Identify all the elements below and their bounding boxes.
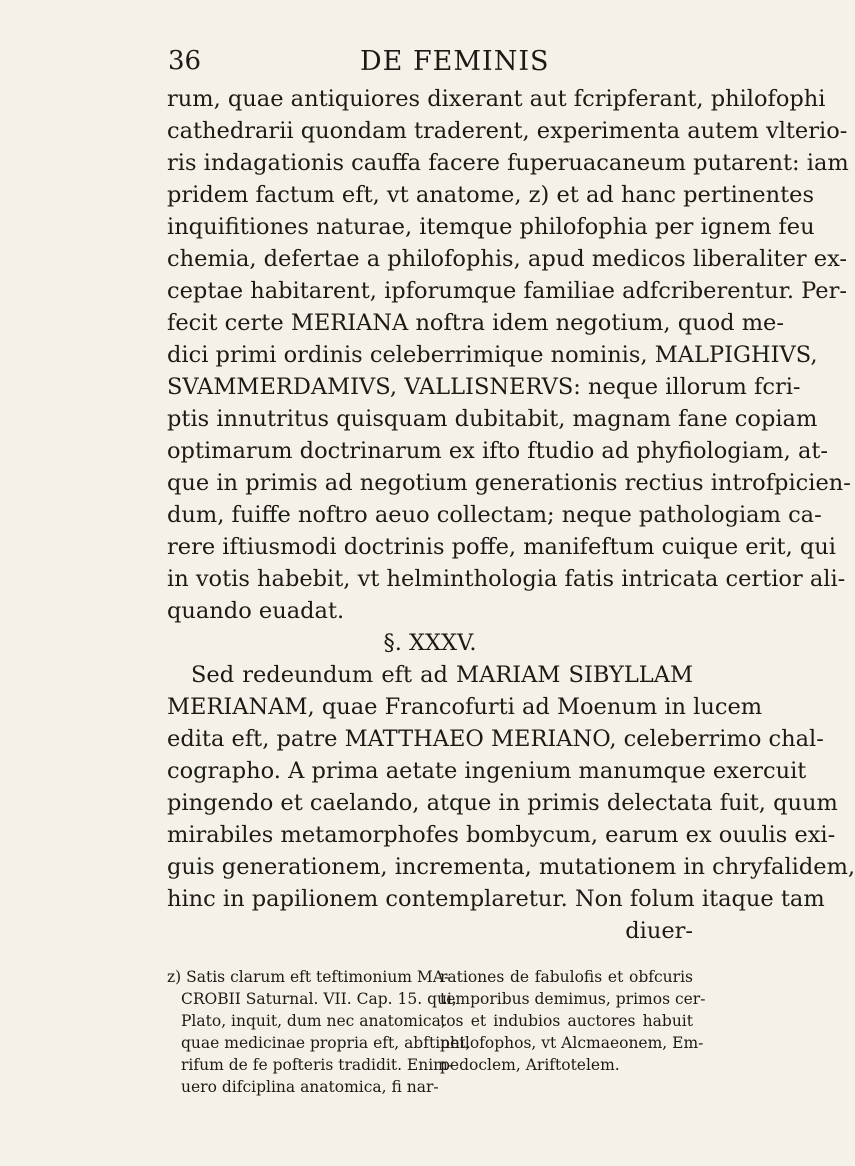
footnote-line: tos et indubios auctores habuit (440, 1012, 693, 1030)
running-header (168, 46, 688, 82)
footnote-column-left (167, 966, 471, 1098)
footnote-line: quae medicinae propria eft, abftinet, (181, 1034, 471, 1052)
text-line: guis generationem, incrementa, mutationem in chryfalidem, (167, 854, 855, 880)
text-line: optimarum doctrinarum ex ifto ftudio ad phyfiologiam, at- (167, 438, 829, 464)
footnote-line: philofophos, vt Alcmaeonem, Em- (440, 1034, 704, 1052)
footnote-column-right (440, 966, 706, 1098)
footnote-line: z) Satis clarum eft teftimonium MA- (167, 968, 450, 986)
text-line: quando euadat. (167, 598, 345, 624)
text-line: MERIANAM, quae Francofurti ad Moenum in lucem (167, 694, 763, 720)
text-line: rere iftiusmodi doctrinis poffe, manifeftum cuique erit, qui (167, 534, 836, 560)
text-line: pridem factum eft, vt anatome, z) et ad hanc pertinentes (167, 182, 815, 208)
footnote-line: uero difciplina anatomica, fi nar- (181, 1078, 439, 1096)
text-line: ris indagationis cauffa facere fuperuacaneum putarent: iam (167, 150, 849, 176)
text-line: fecit certe MERIANA noftra idem negotium, quod me- (167, 310, 784, 336)
text-line: mirabiles metamorphofes bombycum, earum ex ouulis exi- (167, 822, 836, 848)
catchword: diuer- (625, 918, 693, 944)
footnotes (167, 966, 706, 1098)
text-line: cographo. A prima aetate ingenium manumque exercuit (167, 758, 807, 784)
footnote-line: rationes de fabulofis et obfcuris (440, 968, 693, 986)
text-line: rum, quae antiquiores dixerant aut fcripferant, philofophi (167, 86, 826, 112)
page-number: 36 (168, 46, 202, 76)
text-line: ceptae habitarent, ipforumque familiae adfcriberentur. Per- (167, 278, 847, 304)
text-line: inquifitiones naturae, itemque philofophia per ignem feu (167, 214, 815, 240)
section-heading: §. XXXV. (383, 630, 477, 656)
footnote-line: rifum de fe pofteris tradidit. Enim- (181, 1056, 454, 1074)
text-line: hinc in papilionem contemplaretur. Non folum itaque tam (167, 886, 825, 912)
text-line: pingendo et caelando, atque in primis delectata fuit, quum (167, 790, 838, 816)
text-line: que in primis ad negotium generationis rectius introfpicien- (167, 470, 851, 496)
text-line: edita eft, patre MATTHAEO MERIANO, celeberrimo chal- (167, 726, 824, 752)
text-line: cathedrarii quondam traderent, experimenta autem vlterio- (167, 118, 848, 144)
text-line: in votis habebit, vt helminthologia fatis intricata certior ali- (167, 566, 846, 592)
footnote-line: temporibus demimus, primos cer- (440, 990, 706, 1008)
text-line: SVAMMERDAMIVS, VALLISNERVS: neque illorum fcri- (167, 374, 801, 400)
footnote-line: CROBII Saturnal. VII. Cap. 15. qui, (181, 990, 457, 1008)
text-line: Sed redeundum eft ad MARIAM SIBYLLAM (191, 662, 693, 688)
text-line: chemia, defertae a philofophis, apud medicos liberaliter ex- (167, 246, 848, 272)
text-line: dici primi ordinis celeberrimique nominis, MALPIGHIVS, (167, 342, 818, 368)
text-line: dum, fuiffe noftro aeuo collectam; neque pathologiam ca- (167, 502, 822, 528)
main-text (167, 83, 855, 947)
running-title: DE FEMINIS (360, 46, 550, 77)
text-line: ptis innutritus quisquam dubitabit, magnam fane copiam (167, 406, 818, 432)
footnote-line: pedoclem, Ariftotelem. (440, 1056, 620, 1074)
footnote-line: Plato, inquit, dum nec anatomica, (181, 1012, 446, 1030)
